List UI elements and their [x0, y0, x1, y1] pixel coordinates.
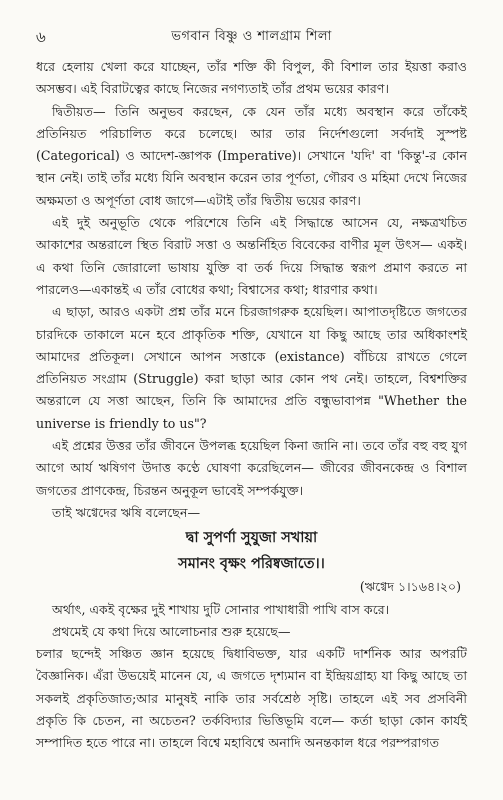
paragraph: তাই ঋগ্বেদের ঋষি বলেছেন—	[52, 504, 201, 520]
paragraph: ধরে হেলায় খেলা করে যাচ্ছেন, তাঁর শক্তি কী বিপুল, কী বিশাল তার ইয়ত্তা করাও অসম্ভব। এই বিরাটত্বের কাছে নিজের নগণ্যতাই তাঁর প্রথম ভয়ের কারণ।	[36, 59, 467, 97]
paragraph: এ ছাড়া, আরও একটা প্রশ্ন তাঁর মনে চিরজাগরুক হয়েছিল। আপাতদৃষ্টিতে জগতের চারদিকে তাকালে মনে হবে প্রাকৃতিক শক্তি, যেখানে যা কিছু আছে তার অধিকাংশই আমাদের প্রতিকূল। সেখানে আপন সত্তাকে (existance) বাঁচিয়ে রাখতে গেলে প্রতিনিয়ত সংগ্রাম (Struggle) করা ছাড়া আর কোন পথ নেই। তাহলে, বিশ্বশক্তির অন্তরালে যে সত্তা আছেন, তিনি কি আমাদের প্রতি বন্ধুভাবাপন্ন "Whether the universe is friendly to us"?	[36, 304, 467, 431]
verse-line: দ্বা সুপর্ণা সুযুজা সখায়া	[185, 529, 318, 547]
paragraph: অর্থাৎ, একই বৃক্ষের দুই শাখায় দুটি সোনার পাখাধারী পাখি বাস করে।	[52, 601, 390, 617]
body-text	[36, 56, 467, 755]
page-number: ৬	[36, 28, 46, 46]
sanskrit-verse	[36, 526, 467, 576]
paragraph: চলার ছন্দেই সঞ্চিত জ্ঞান হয়েছে দ্বিধাবিভক্ত, যার একটি দার্শনিক আর অপরটি বৈজ্ঞানিক। এঁরা উভয়েই মানেন যে, এ জগতে দৃশ্যমান বা ইন্দ্রিয়গ্রাহ্য যা কিছু আছে তা সকলই প্রকৃতিজাত;আর মানুষই নাকি তার সর্বশ্রেষ্ঠ সৃষ্টি। তাহলে এই সব প্রসবিনী প্রকৃতি কি চেতন, না অচেতন? তর্কবিদ্যার ভিত্তিভূমি বলে— কর্তা ছাড়া কোন কার্যই সম্পাদিত হতে পারে না। তাহলে বিশ্বে মহাবিশ্বে অনাদি অনন্তকাল ধরে পরম্পরাগত	[36, 646, 467, 751]
paragraph: দ্বিতীয়ত— তিনি অনুভব করছেন, কে যেন তাঁর মধ্যে অবস্থান করে তাঁকেই প্রতিনিয়ত পরিচালিত করে চলেছে। আর তার নির্দেশগুলো সর্বদাই সুস্পষ্ট (Categorical) ও আদেশ-জ্ঞাপক (Imperative)। সেখানে 'যদি' বা 'কিন্তু'-র কোন স্থান নেই। তাই তাঁর মধ্যে যিনি অবস্থান করেন তার পূর্ণতা, গৌরব ও মহিমা দেখে নিজের অক্ষমতা ও অপূর্ণতা বোধ জাগে—এটাই তাঁর দ্বিতীয় ভয়ের কারণ।	[36, 103, 467, 208]
verse-citation: (ঋগ্বেদ ১।১৬৪।২০)	[359, 579, 461, 595]
verse-line: সমানং বৃক্ষং পরিষ্বজাতে।।	[178, 555, 325, 573]
running-title: ভগবান বিষ্ণু ও শালগ্রাম শিলা	[171, 29, 332, 44]
page-header	[36, 26, 467, 56]
paragraph: প্রথমেই যে কথা দিয়ে আলোচনার শুরু হয়েছে—	[52, 623, 291, 639]
paragraph: এই প্রশ্নের উত্তর তাঁর জীবনে উপলব্ধ হয়েছিল কিনা জানি না। তবে তাঁর বহু বহু যুগ আগে আর্য ঋষিগণ উদাত্ত কণ্ঠে ঘোষণা করেছিলেন— জীবের জীবনকেন্দ্র ও বিশাল জগতের প্রাণকেন্দ্র, চিরন্তন অনুকূল ভাবেই সম্পর্কযুক্ত।	[36, 438, 467, 498]
paragraph: এই দুই অনুভূতি থেকে পরিশেষে তিনি এই সিদ্ধান্তে আসেন যে, নক্ষত্রখচিত আকাশের অন্তরালে স্থিত বিরাট সত্তা ও অন্তর্নিহিত বিবেকের বাণীর মূল উৎস— একই। এ কথা তিনি জোরালো ভাষায় যুক্তি বা তর্ক দিয়ে সিদ্ধান্ত স্বরূপ প্রমাণ করতে না পারলেও—একান্তই এ তাঁর বোধের কথা; বিশ্বাসের কথা; ধারণার কথা।	[36, 215, 467, 297]
